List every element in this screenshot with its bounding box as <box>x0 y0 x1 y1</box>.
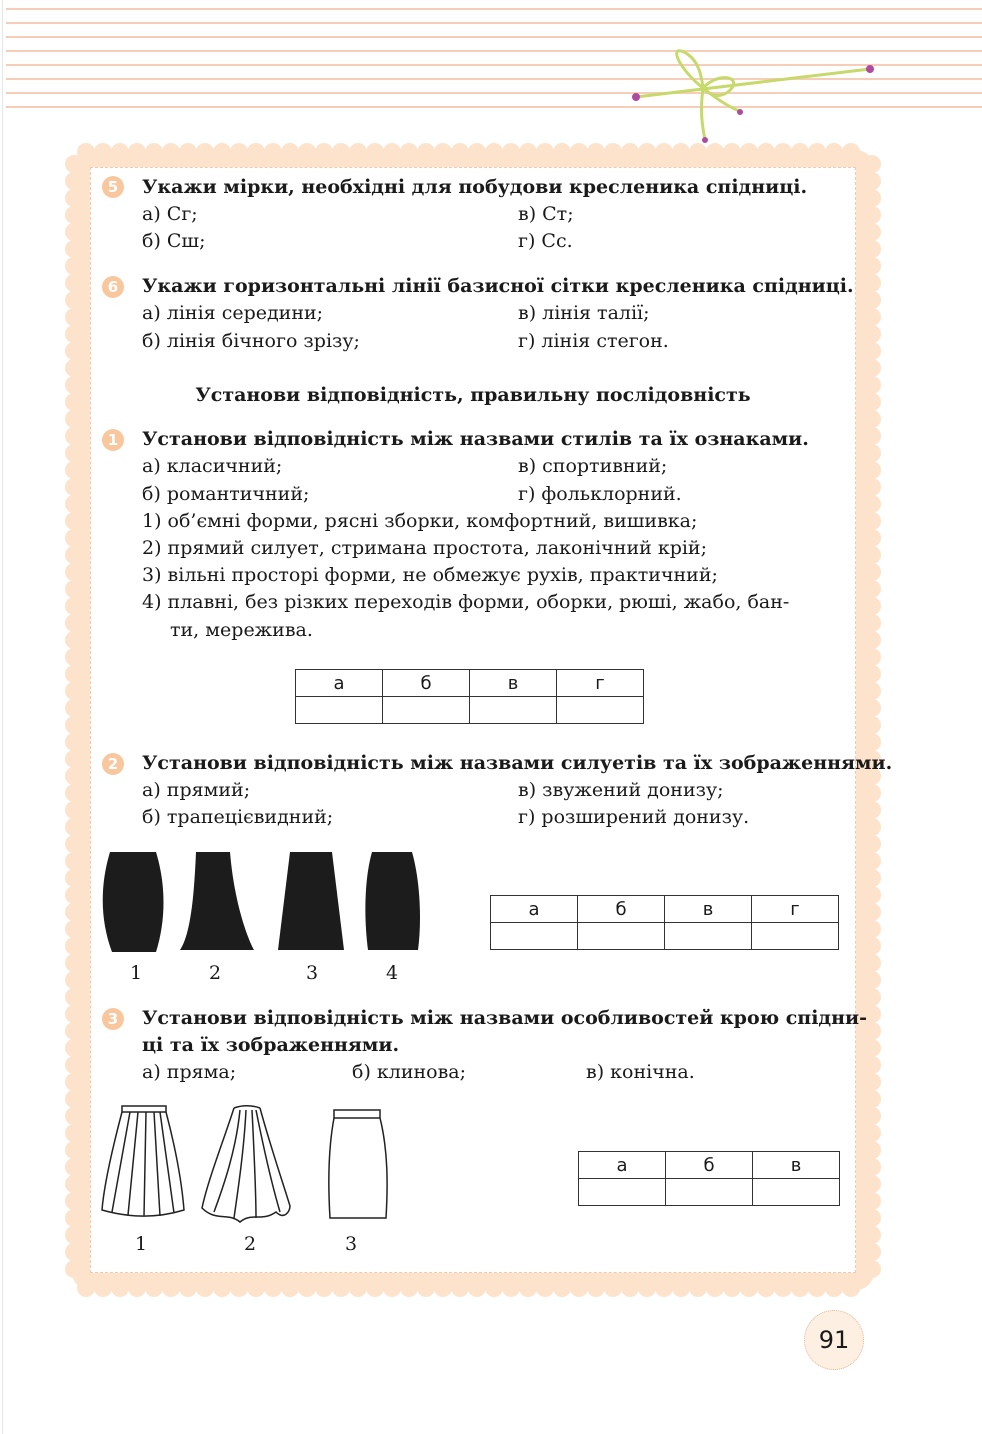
table-header: б <box>578 896 665 923</box>
option: а) пряма; <box>142 1061 237 1083</box>
question-number-badge: 3 <box>102 1008 124 1030</box>
table-header: а <box>296 670 383 697</box>
option: в) лінія талії; <box>518 302 650 324</box>
answer-cell[interactable] <box>753 1179 840 1206</box>
skirt-drawing-1 <box>102 1106 184 1216</box>
answer-cell[interactable] <box>666 1179 753 1206</box>
table-header: а <box>579 1152 666 1179</box>
option: г) розширений донизу. <box>518 806 750 828</box>
question-text: Установи відповідність між назвами силуетів та їх зображеннями. <box>142 752 893 774</box>
table-header: г <box>557 670 644 697</box>
table-header: в <box>665 896 752 923</box>
figure-label: 1 <box>135 1233 148 1255</box>
option: в) звужений донизу; <box>518 779 724 801</box>
option: а) класичний; <box>142 455 283 477</box>
list-item: 4) плавні, без різких переходів форми, оборки, рюші, жабо, бан- <box>142 591 790 613</box>
question-text: Установи відповідність між назвами стилів та їх ознаками. <box>142 428 809 450</box>
figure-label: 2 <box>244 1233 257 1255</box>
option: г) Сс. <box>518 230 573 252</box>
option: а) прямий; <box>142 779 251 801</box>
figure-label: 3 <box>345 1233 358 1255</box>
list-item: 2) прямий силует, стримана простота, лаконічний крій; <box>142 537 707 559</box>
option: б) Сш; <box>142 230 206 252</box>
page-number: 91 <box>804 1310 864 1370</box>
option: в) конічна. <box>586 1061 695 1083</box>
table-header: б <box>666 1152 753 1179</box>
option: г) фольклорний. <box>518 483 682 505</box>
option: б) клинова; <box>352 1061 467 1083</box>
figure-label: 1 <box>130 962 143 984</box>
answer-table <box>578 1151 840 1206</box>
list-item: ти, мережива. <box>170 619 313 641</box>
question-text: Установи відповідність між назвами особливостей крою спідни- <box>142 1007 867 1029</box>
option: в) спортивний; <box>518 455 668 477</box>
figure-label: 4 <box>386 962 399 984</box>
skirt-drawing-2 <box>202 1106 290 1222</box>
option: а) Сг; <box>142 203 198 225</box>
option: б) лінія бічного зрізу; <box>142 330 360 352</box>
option: б) трапецієвидний; <box>142 806 334 828</box>
option: б) романтичний; <box>142 483 310 505</box>
option: в) Ст; <box>518 203 574 225</box>
question-number-badge: 1 <box>102 429 124 451</box>
question-text: ці та їх зображеннями. <box>142 1034 400 1056</box>
figure-label: 2 <box>209 962 222 984</box>
section-heading: Установи відповідність, правильну послідовність <box>195 384 751 406</box>
skirt-drawing-3 <box>329 1110 387 1218</box>
table-header: г <box>752 896 839 923</box>
answer-cell[interactable] <box>579 1179 666 1206</box>
table-header: а <box>491 896 578 923</box>
list-item: 1) об’ємні форми, рясні зборки, комфортний, вишивка; <box>142 510 698 532</box>
question-number-badge: 2 <box>102 753 124 775</box>
table-header: в <box>753 1152 840 1179</box>
question-text: Укажи мірки, необхідні для побудови кресленика спідниці. <box>142 176 808 198</box>
question-text: Укажи горизонтальні лінії базисної сітки кресленика спідниці. <box>142 275 854 297</box>
option: г) лінія стегон. <box>518 330 669 352</box>
question-number-badge: 6 <box>102 276 124 298</box>
table-header: в <box>470 670 557 697</box>
option: а) лінія середини; <box>142 302 324 324</box>
question-number-badge: 5 <box>102 176 124 198</box>
figure-label: 3 <box>306 962 319 984</box>
table-header: б <box>383 670 470 697</box>
list-item: 3) вільні просторі форми, не обмежує рухів, практичний; <box>142 564 718 586</box>
